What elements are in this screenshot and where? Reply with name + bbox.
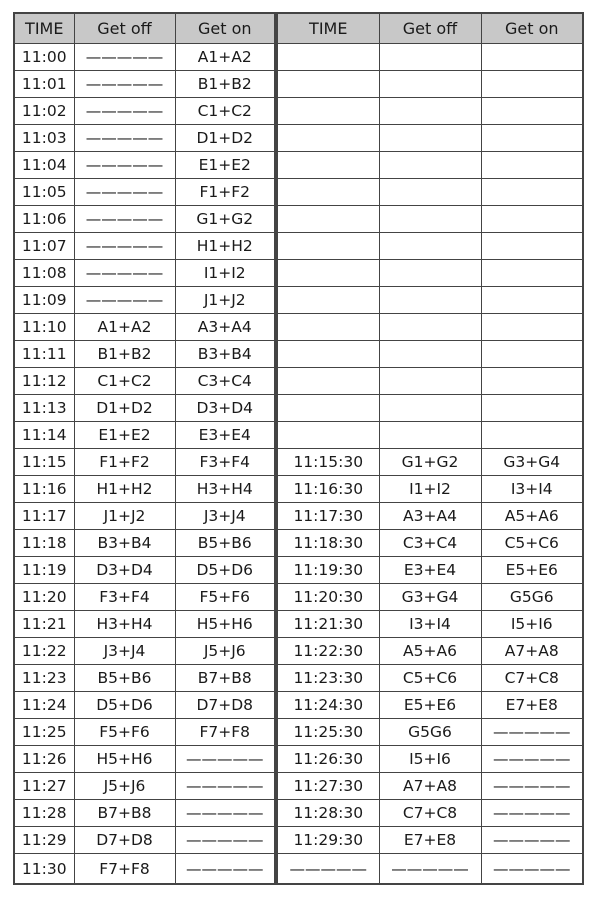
cell-get-off: ————— — [379, 854, 481, 885]
cell-get-on — [481, 395, 583, 422]
cell-time: 11:20 — [14, 584, 74, 611]
table-row — [277, 530, 583, 557]
table-row — [277, 638, 583, 665]
cell-get-off: ————— — [74, 233, 175, 260]
cell-get-off: C1+C2 — [74, 368, 175, 395]
table-row — [277, 800, 583, 827]
table-row — [14, 638, 275, 665]
cell-get-off: E1+E2 — [74, 422, 175, 449]
cell-get-on: ————— — [175, 800, 275, 827]
cell-time: 11:08 — [14, 260, 74, 287]
cell-time: 11:25:30 — [277, 719, 379, 746]
table-row — [277, 746, 583, 773]
table-row — [14, 800, 275, 827]
cell-get-on: ————— — [481, 800, 583, 827]
table-row — [277, 584, 583, 611]
cell-time: 11:18 — [14, 530, 74, 557]
cell-get-on: A7+A8 — [481, 638, 583, 665]
cell-get-off: A7+A8 — [379, 773, 481, 800]
cell-get-off: J1+J2 — [74, 503, 175, 530]
table-row — [277, 125, 583, 152]
cell-get-off — [379, 179, 481, 206]
header-get-off: Get off — [379, 13, 481, 44]
cell-get-on: D3+D4 — [175, 395, 275, 422]
cell-get-on — [481, 314, 583, 341]
table-row — [14, 44, 275, 71]
table-row — [277, 98, 583, 125]
cell-get-off: D7+D8 — [74, 827, 175, 854]
cell-get-on — [481, 71, 583, 98]
cell-get-off: H3+H4 — [74, 611, 175, 638]
cell-get-off — [379, 98, 481, 125]
cell-get-off — [379, 152, 481, 179]
cell-get-on — [481, 233, 583, 260]
cell-get-off: D5+D6 — [74, 692, 175, 719]
cell-time: 11:22:30 — [277, 638, 379, 665]
cell-time: 11:23 — [14, 665, 74, 692]
cell-time: 11:29 — [14, 827, 74, 854]
cell-time: 11:25 — [14, 719, 74, 746]
table-row — [14, 773, 275, 800]
cell-time: 11:28 — [14, 800, 74, 827]
cell-get-on: F5+F6 — [175, 584, 275, 611]
table-row — [14, 692, 275, 719]
table-row — [14, 665, 275, 692]
cell-get-off — [379, 314, 481, 341]
cell-get-on: B1+B2 — [175, 71, 275, 98]
cell-get-on: C7+C8 — [481, 665, 583, 692]
cell-time — [277, 368, 379, 395]
cell-get-off: I1+I2 — [379, 476, 481, 503]
cell-time: 11:02 — [14, 98, 74, 125]
table-row — [277, 44, 583, 71]
cell-time: 11:26 — [14, 746, 74, 773]
cell-get-on: H5+H6 — [175, 611, 275, 638]
cell-get-on: I1+I2 — [175, 260, 275, 287]
cell-get-on: ————— — [481, 827, 583, 854]
cell-get-off: E7+E8 — [379, 827, 481, 854]
cell-get-off: B1+B2 — [74, 341, 175, 368]
table-row — [277, 692, 583, 719]
cell-get-off: ————— — [74, 206, 175, 233]
cell-get-off: A5+A6 — [379, 638, 481, 665]
cell-time: 11:30 — [14, 854, 74, 885]
cell-get-off: ————— — [74, 152, 175, 179]
table-row — [14, 422, 275, 449]
cell-get-off — [379, 287, 481, 314]
table-row — [14, 827, 275, 854]
cell-get-off — [379, 368, 481, 395]
table-row — [277, 854, 583, 885]
cell-time — [277, 395, 379, 422]
cell-get-on: ————— — [175, 854, 275, 885]
table-row — [277, 233, 583, 260]
cell-time: 11:07 — [14, 233, 74, 260]
cell-time — [277, 125, 379, 152]
cell-get-on: J3+J4 — [175, 503, 275, 530]
cell-time: 11:13 — [14, 395, 74, 422]
cell-time: 11:03 — [14, 125, 74, 152]
cell-get-on: I3+I4 — [481, 476, 583, 503]
cell-get-off: ————— — [74, 98, 175, 125]
table-row — [14, 233, 275, 260]
cell-time — [277, 260, 379, 287]
cell-time: 11:17 — [14, 503, 74, 530]
table-row — [277, 341, 583, 368]
cell-get-on: ————— — [481, 746, 583, 773]
cell-get-off: D3+D4 — [74, 557, 175, 584]
cell-time — [277, 179, 379, 206]
cell-get-off: ————— — [74, 71, 175, 98]
cell-time — [277, 287, 379, 314]
cell-get-off: ————— — [74, 287, 175, 314]
cell-get-on: F3+F4 — [175, 449, 275, 476]
table-row — [277, 611, 583, 638]
cell-get-off: E5+E6 — [379, 692, 481, 719]
cell-get-off: ————— — [74, 179, 175, 206]
cell-time: 11:27:30 — [277, 773, 379, 800]
header-row — [14, 13, 275, 44]
table-row — [14, 71, 275, 98]
cell-get-off: C7+C8 — [379, 800, 481, 827]
cell-get-off: G1+G2 — [379, 449, 481, 476]
cell-get-off — [379, 422, 481, 449]
cell-get-off: H1+H2 — [74, 476, 175, 503]
cell-get-off: B5+B6 — [74, 665, 175, 692]
cell-get-on: ————— — [175, 773, 275, 800]
cell-get-on — [481, 341, 583, 368]
cell-get-off: E3+E4 — [379, 557, 481, 584]
cell-get-on: C3+C4 — [175, 368, 275, 395]
cell-time: 11:15 — [14, 449, 74, 476]
cell-time: ————— — [277, 854, 379, 885]
header-get-on: Get on — [481, 13, 583, 44]
cell-time: 11:27 — [14, 773, 74, 800]
cell-time — [277, 341, 379, 368]
cell-get-off: ————— — [74, 44, 175, 71]
cell-get-on: A5+A6 — [481, 503, 583, 530]
cell-get-off: F5+F6 — [74, 719, 175, 746]
cell-get-off — [379, 71, 481, 98]
cell-get-off: ————— — [74, 260, 175, 287]
cell-get-on: F7+F8 — [175, 719, 275, 746]
cell-time — [277, 98, 379, 125]
cell-get-on: F1+F2 — [175, 179, 275, 206]
cell-get-off — [379, 44, 481, 71]
cell-time: 11:17:30 — [277, 503, 379, 530]
cell-get-off — [379, 341, 481, 368]
cell-get-on: E1+E2 — [175, 152, 275, 179]
table-row — [14, 719, 275, 746]
table-row — [14, 98, 275, 125]
cell-get-off: ————— — [74, 125, 175, 152]
table-row — [14, 395, 275, 422]
cell-get-off: B7+B8 — [74, 800, 175, 827]
cell-time — [277, 314, 379, 341]
cell-get-off — [379, 260, 481, 287]
cell-time: 11:23:30 — [277, 665, 379, 692]
cell-get-on — [481, 152, 583, 179]
table-row — [277, 422, 583, 449]
cell-time — [277, 233, 379, 260]
cell-get-on: C1+C2 — [175, 98, 275, 125]
cell-get-on: J5+J6 — [175, 638, 275, 665]
table-row — [277, 665, 583, 692]
cell-get-on: E7+E8 — [481, 692, 583, 719]
cell-get-on: B7+B8 — [175, 665, 275, 692]
cell-get-on: I5+I6 — [481, 611, 583, 638]
cell-time: 11:20:30 — [277, 584, 379, 611]
header-time: TIME — [14, 13, 74, 44]
cell-get-on: G3+G4 — [481, 449, 583, 476]
cell-time — [277, 152, 379, 179]
schedule-table-left — [13, 12, 276, 885]
cell-get-on: H1+H2 — [175, 233, 275, 260]
cell-get-off: F7+F8 — [74, 854, 175, 885]
cell-get-off — [379, 125, 481, 152]
table-row — [277, 557, 583, 584]
cell-get-off: B3+B4 — [74, 530, 175, 557]
cell-get-on — [481, 44, 583, 71]
cell-time: 11:00 — [14, 44, 74, 71]
cell-get-off: G5G6 — [379, 719, 481, 746]
table-row — [277, 719, 583, 746]
cell-get-off: A3+A4 — [379, 503, 481, 530]
cell-time — [277, 44, 379, 71]
cell-get-on: A1+A2 — [175, 44, 275, 71]
table-row — [14, 854, 275, 885]
table-row — [277, 152, 583, 179]
cell-get-off: C5+C6 — [379, 665, 481, 692]
table-row — [277, 368, 583, 395]
table-row — [14, 584, 275, 611]
cell-time: 11:09 — [14, 287, 74, 314]
header-row — [277, 13, 583, 44]
cell-get-on: D5+D6 — [175, 557, 275, 584]
cell-get-on: J1+J2 — [175, 287, 275, 314]
table-row — [14, 368, 275, 395]
table-row — [277, 449, 583, 476]
cell-get-on — [481, 422, 583, 449]
table-row — [277, 260, 583, 287]
cell-get-off — [379, 233, 481, 260]
table-row — [14, 206, 275, 233]
cell-get-off: I5+I6 — [379, 746, 481, 773]
table-row — [14, 125, 275, 152]
cell-get-off: F3+F4 — [74, 584, 175, 611]
header-get-on: Get on — [175, 13, 275, 44]
cell-time: 11:19:30 — [277, 557, 379, 584]
cell-get-on: H3+H4 — [175, 476, 275, 503]
cell-get-on — [481, 287, 583, 314]
cell-get-off: G3+G4 — [379, 584, 481, 611]
cell-get-on: ————— — [175, 746, 275, 773]
cell-time: 11:21:30 — [277, 611, 379, 638]
cell-get-off: F1+F2 — [74, 449, 175, 476]
table-row — [277, 71, 583, 98]
table-row — [14, 314, 275, 341]
cell-time: 11:11 — [14, 341, 74, 368]
cell-get-on: A3+A4 — [175, 314, 275, 341]
table-row — [14, 287, 275, 314]
cell-get-on: E3+E4 — [175, 422, 275, 449]
cell-time — [277, 422, 379, 449]
cell-get-off — [379, 395, 481, 422]
cell-get-off: D1+D2 — [74, 395, 175, 422]
cell-time: 11:16:30 — [277, 476, 379, 503]
cell-time: 11:29:30 — [277, 827, 379, 854]
cell-time — [277, 206, 379, 233]
cell-get-on: D1+D2 — [175, 125, 275, 152]
table-row — [277, 314, 583, 341]
table-row — [277, 179, 583, 206]
table-row — [14, 611, 275, 638]
cell-time: 11:28:30 — [277, 800, 379, 827]
cell-time: 11:19 — [14, 557, 74, 584]
table-row — [277, 206, 583, 233]
cell-time: 11:24:30 — [277, 692, 379, 719]
cell-get-on — [481, 179, 583, 206]
cell-time: 11:15:30 — [277, 449, 379, 476]
table-row — [14, 557, 275, 584]
cell-time: 11:06 — [14, 206, 74, 233]
cell-get-on — [481, 260, 583, 287]
cell-time: 11:18:30 — [277, 530, 379, 557]
cell-get-on — [481, 206, 583, 233]
table-row — [14, 449, 275, 476]
table-row — [14, 341, 275, 368]
cell-time: 11:22 — [14, 638, 74, 665]
cell-get-on — [481, 125, 583, 152]
table-row — [277, 476, 583, 503]
cell-get-on: E5+E6 — [481, 557, 583, 584]
table-row — [14, 260, 275, 287]
table-row — [277, 773, 583, 800]
cell-time: 11:24 — [14, 692, 74, 719]
cell-get-on: C5+C6 — [481, 530, 583, 557]
table-row — [14, 152, 275, 179]
cell-get-on: G1+G2 — [175, 206, 275, 233]
cell-get-off: H5+H6 — [74, 746, 175, 773]
cell-get-on: B3+B4 — [175, 341, 275, 368]
schedule-table-right — [276, 12, 584, 885]
table-row — [14, 179, 275, 206]
cell-get-off: J5+J6 — [74, 773, 175, 800]
table-row — [277, 827, 583, 854]
cell-get-on: G5G6 — [481, 584, 583, 611]
cell-get-off — [379, 206, 481, 233]
cell-time: 11:01 — [14, 71, 74, 98]
cell-time: 11:21 — [14, 611, 74, 638]
cell-time: 11:26:30 — [277, 746, 379, 773]
cell-time: 11:05 — [14, 179, 74, 206]
cell-get-on: B5+B6 — [175, 530, 275, 557]
cell-time: 11:14 — [14, 422, 74, 449]
cell-get-off: C3+C4 — [379, 530, 481, 557]
cell-get-on: ————— — [481, 854, 583, 885]
cell-get-on: ————— — [481, 719, 583, 746]
cell-get-on: ————— — [481, 773, 583, 800]
cell-time: 11:12 — [14, 368, 74, 395]
header-time: TIME — [277, 13, 379, 44]
table-row — [277, 287, 583, 314]
table-row — [277, 395, 583, 422]
cell-get-off: J3+J4 — [74, 638, 175, 665]
header-get-off: Get off — [74, 13, 175, 44]
cell-time: 11:04 — [14, 152, 74, 179]
cell-get-off: I3+I4 — [379, 611, 481, 638]
table-row — [14, 476, 275, 503]
cell-get-on — [481, 368, 583, 395]
cell-time: 11:16 — [14, 476, 74, 503]
cell-get-off: A1+A2 — [74, 314, 175, 341]
cell-get-on: ————— — [175, 827, 275, 854]
cell-get-on — [481, 98, 583, 125]
cell-time: 11:10 — [14, 314, 74, 341]
cell-get-on: D7+D8 — [175, 692, 275, 719]
table-row — [14, 503, 275, 530]
cell-time — [277, 71, 379, 98]
table-row — [14, 746, 275, 773]
table-row — [14, 530, 275, 557]
table-row — [277, 503, 583, 530]
